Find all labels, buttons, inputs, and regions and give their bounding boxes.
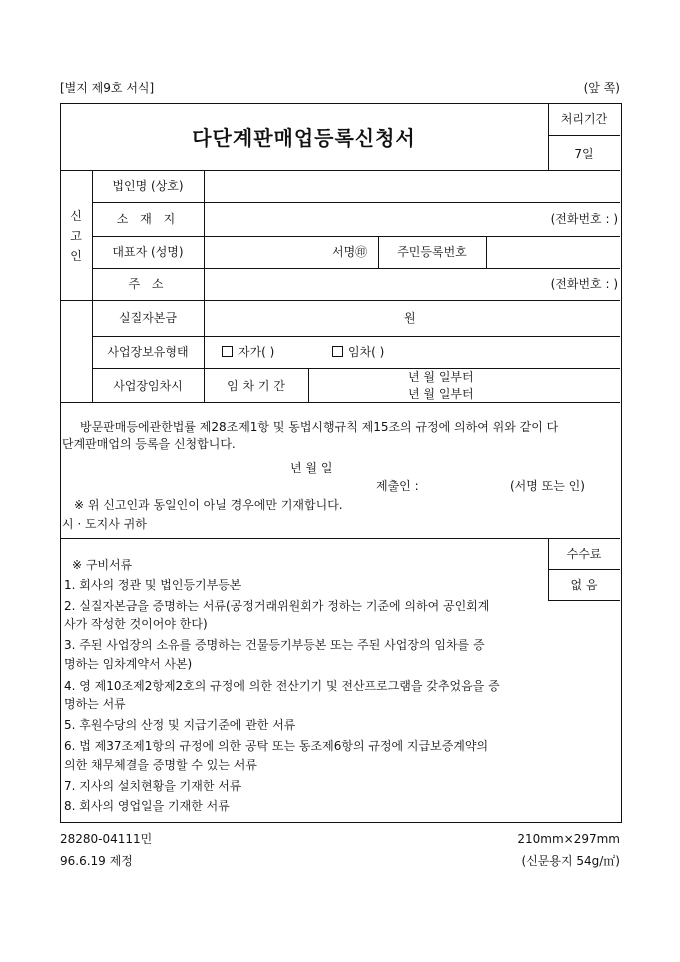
document-line: 7. 지사의 설치현황을 기재한 서류 (64, 779, 242, 793)
location-field[interactable] (206, 204, 506, 234)
own-checkbox[interactable] (222, 346, 233, 357)
document-line: 1. 회사의 정관 및 법인등기부등본 (64, 578, 242, 592)
document-line: 명하는 서류 (64, 697, 126, 711)
lease-period-label: 임 차 기 간 (227, 379, 285, 393)
declaration-note: ※ 위 신고인과 동일인이 아닐 경우에만 기재합니다. (74, 498, 343, 512)
form-code: 28280-04111민 (60, 832, 153, 846)
declaration-text-line2: 단계판매업의 등록을 신청합니다. (62, 437, 236, 451)
required-documents-heading: ※ 구비서류 (72, 558, 133, 572)
document-line: 8. 회사의 영업일을 기재한 서류 (64, 799, 230, 813)
address-label: 주 소 (128, 277, 168, 291)
document-line: 명하는 임차계약서 사본) (64, 657, 193, 671)
company-name-label: 법인명 (상호) (112, 179, 184, 193)
fee-label: 수수료 (566, 547, 602, 561)
address-phone: (전화번호 : ) (550, 277, 618, 291)
lease-period-to[interactable]: 년 월 일부터 (408, 387, 474, 401)
enactment-date: 96.6.19 제정 (60, 854, 133, 868)
form-number: [별지 제9호 서식] (60, 81, 155, 95)
form-title: 다단계판매업등록신청서 (192, 126, 416, 150)
own-option[interactable]: 자가( ) (222, 344, 274, 360)
lease-checkbox[interactable] (332, 346, 343, 357)
capital-field[interactable] (206, 302, 396, 334)
paper-size: 210mm×297mm (517, 832, 620, 846)
fee-value: 없 음 (570, 578, 598, 592)
addressee: 시 · 도지사 귀하 (62, 517, 147, 531)
location-label: 소 재 지 (116, 212, 180, 226)
document-line: 5. 후원수당의 산정 및 지급기준에 관한 서류 (64, 718, 296, 732)
capital-label: 실질자본금 (119, 311, 177, 325)
rrn-field[interactable] (488, 238, 618, 266)
document-line: 사가 작성한 것이어야 한다) (64, 617, 208, 631)
signature-seal-mark: 서명㊞ (332, 245, 368, 259)
location-phone: (전화번호 : ) (550, 212, 618, 226)
document-line: 4. 영 제10조제2항제2호의 규정에 의한 전산기기 및 전산프로그램을 갖추었음을 증 (64, 679, 500, 693)
applicant-group-label: 신 고 인 (70, 209, 82, 263)
representative-field[interactable] (206, 238, 326, 266)
submitter-label: 제출인 : (376, 479, 419, 493)
page-side: (앞 쪽) (583, 81, 620, 95)
declaration-text-line1: 방문판매등에관한법률 제28조제1항 및 동법시행규칙 제15조의 규정에 의하여 위와 같이 다 (80, 420, 559, 434)
lease-period-from[interactable]: 년 월 일부터 (408, 370, 474, 384)
capital-unit: 원 (404, 311, 416, 325)
document-line: 2. 실질자본금을 증명하는 서류(공정거래위원회가 정하는 기준에 의하여 공인회계 (64, 599, 490, 613)
company-name-field[interactable] (206, 172, 618, 200)
processing-period-value: 7일 (574, 147, 594, 161)
representative-label: 대표자 (성명) (112, 245, 184, 259)
rrn-label: 주민등록번호 (397, 245, 467, 259)
document-line: 3. 주된 사업장의 소유를 증명하는 건물등기부등본 또는 주된 사업장의 임차를 증 (64, 638, 485, 652)
application-date[interactable]: 년 월 일 (290, 461, 333, 475)
document-line: 6. 법 제37조제1항의 규정에 의한 공탁 또는 동조제6항의 규정에 지급보증계약의 (64, 739, 489, 753)
paper-type: (신문용지 54g/㎡) (521, 854, 620, 868)
address-field[interactable] (206, 270, 506, 298)
lease-label: 사업장임차시 (113, 379, 183, 393)
ownership-type-label: 사업장보유형태 (107, 345, 189, 359)
document-line: 의한 채무체결을 증명할 수 있는 서류 (64, 758, 257, 772)
lease-option[interactable]: 임차( ) (332, 344, 384, 360)
submitter-signature: (서명 또는 인) (510, 479, 585, 493)
processing-period-label: 처리기간 (560, 112, 608, 126)
